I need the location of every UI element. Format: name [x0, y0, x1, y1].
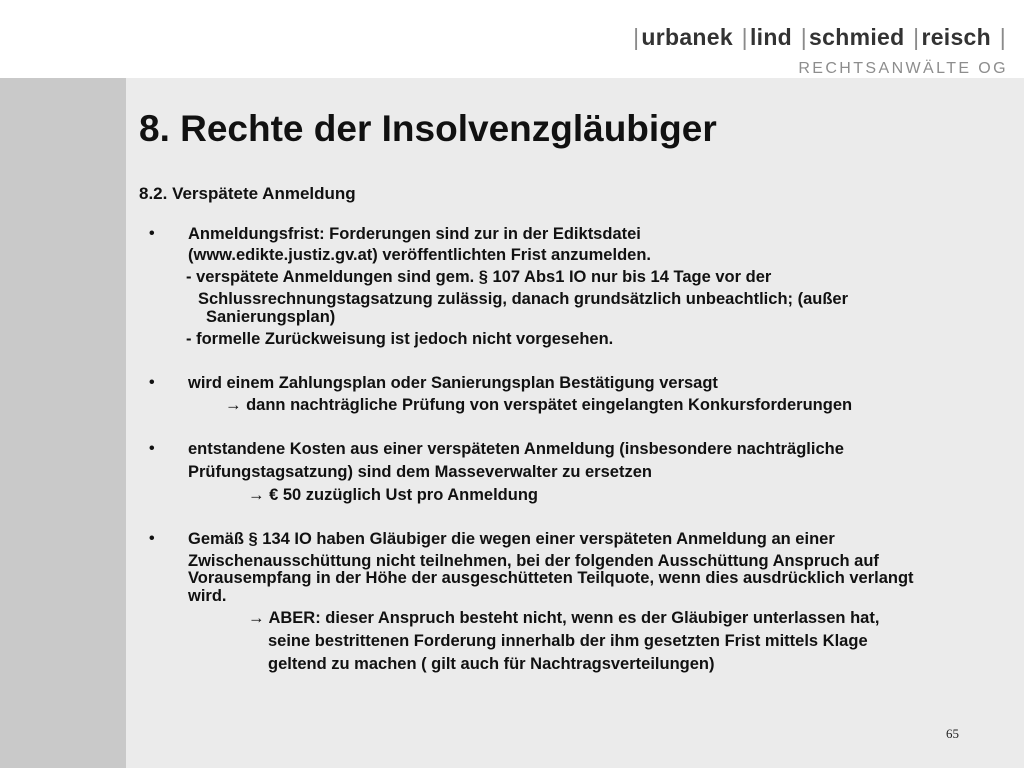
- bullet-4-line-2: Zwischenausschüttung nicht teilnehmen, bei der folgenden Ausschüttung Anspruch auf: [188, 552, 879, 570]
- bullet-2-line-2: → dann nachträgliche Prüfung von verspätet eingelangten Konkursforderungen: [225, 396, 853, 414]
- bullet-2-line-1: wird einem Zahlungsplan oder Sanierungsplan Bestätigung versagt: [188, 374, 718, 392]
- bullet-1-line-4: Schlussrechnungstagsatzung zulässig, danach grundsätzlich unbeachtlich; (außer: [198, 290, 849, 308]
- bullet-4-line-3: Vorausempfang in der Höhe der ausgeschütteten Teilquote, wenn dies ausdrücklich verlangt: [188, 569, 914, 587]
- logo-firm-reisch: reisch: [921, 24, 992, 50]
- bullet-4-line-4: wird.: [188, 587, 227, 605]
- logo-firm-schmied: schmied: [809, 24, 905, 50]
- page-number: 65: [946, 726, 959, 741]
- bullet-3-line-3: → € 50 zuzüglich Ust pro Anmeldung: [248, 486, 538, 504]
- bullet-3-line-2: Prüfungstagsatzung) sind dem Masseverwalter zu ersetzen: [188, 463, 652, 481]
- logo-separator: |: [741, 24, 748, 50]
- bullet-4-line-6: seine bestrittenen Forderung innerhalb der ihm gesetzten Frist mittels Klage: [268, 632, 868, 650]
- bullet-dot: •: [149, 225, 155, 242]
- bullet-1-line-6: - formelle Zurückweisung ist jedoch nicht vorgesehen.: [186, 330, 614, 348]
- logo-separator: |: [800, 24, 808, 50]
- logo-firm-urbanek: urbanek: [641, 24, 733, 50]
- left-decorative-bar: [0, 78, 126, 768]
- logo-separator: |: [913, 24, 920, 50]
- slide-title: 8. Rechte der Insolvenzgläubiger: [139, 108, 717, 149]
- logo-separator: |: [633, 24, 640, 50]
- firm-logo: [631, 24, 1008, 78]
- logo-separator: |: [999, 24, 1006, 50]
- bullet-4-line-5: → ABER: dieser Anspruch besteht nicht, wenn es der Gläubiger unterlassen hat,: [248, 609, 880, 627]
- logo-firm-names: [631, 24, 1008, 51]
- bullet-1-line-2: (www.edikte.justiz.gv.at) veröffentlichten Frist anzumelden.: [188, 246, 651, 264]
- bullet-1-line-3: - verspätete Anmeldungen sind gem. § 107 Abs1 IO nur bis 14 Tage vor der: [186, 268, 772, 286]
- bullet-dot: •: [149, 440, 155, 457]
- bullet-dot: •: [149, 374, 155, 391]
- bullet-dot: •: [149, 530, 155, 547]
- bullet-4-line-1: Gemäß § 134 IO haben Gläubiger die wegen einer verspäteten Anmeldung an einer: [188, 530, 835, 548]
- bullet-1-line-1: Anmeldungsfrist: Forderungen sind zur in der Ediktsdatei: [188, 225, 641, 243]
- bullet-3-line-1: entstandene Kosten aus einer verspäteten Anmeldung (insbesondere nachträgliche: [188, 440, 844, 458]
- section-subheading: 8.2. Verspätete Anmeldung: [139, 184, 356, 203]
- logo-subtitle: RECHTSANWÄLTE OG: [798, 60, 1008, 77]
- bullet-1-line-5: Sanierungsplan): [206, 308, 336, 326]
- logo-firm-lind: lind: [749, 24, 793, 50]
- bullet-4-line-7: geltend zu machen ( gilt auch für Nachtragsverteilungen): [268, 655, 715, 673]
